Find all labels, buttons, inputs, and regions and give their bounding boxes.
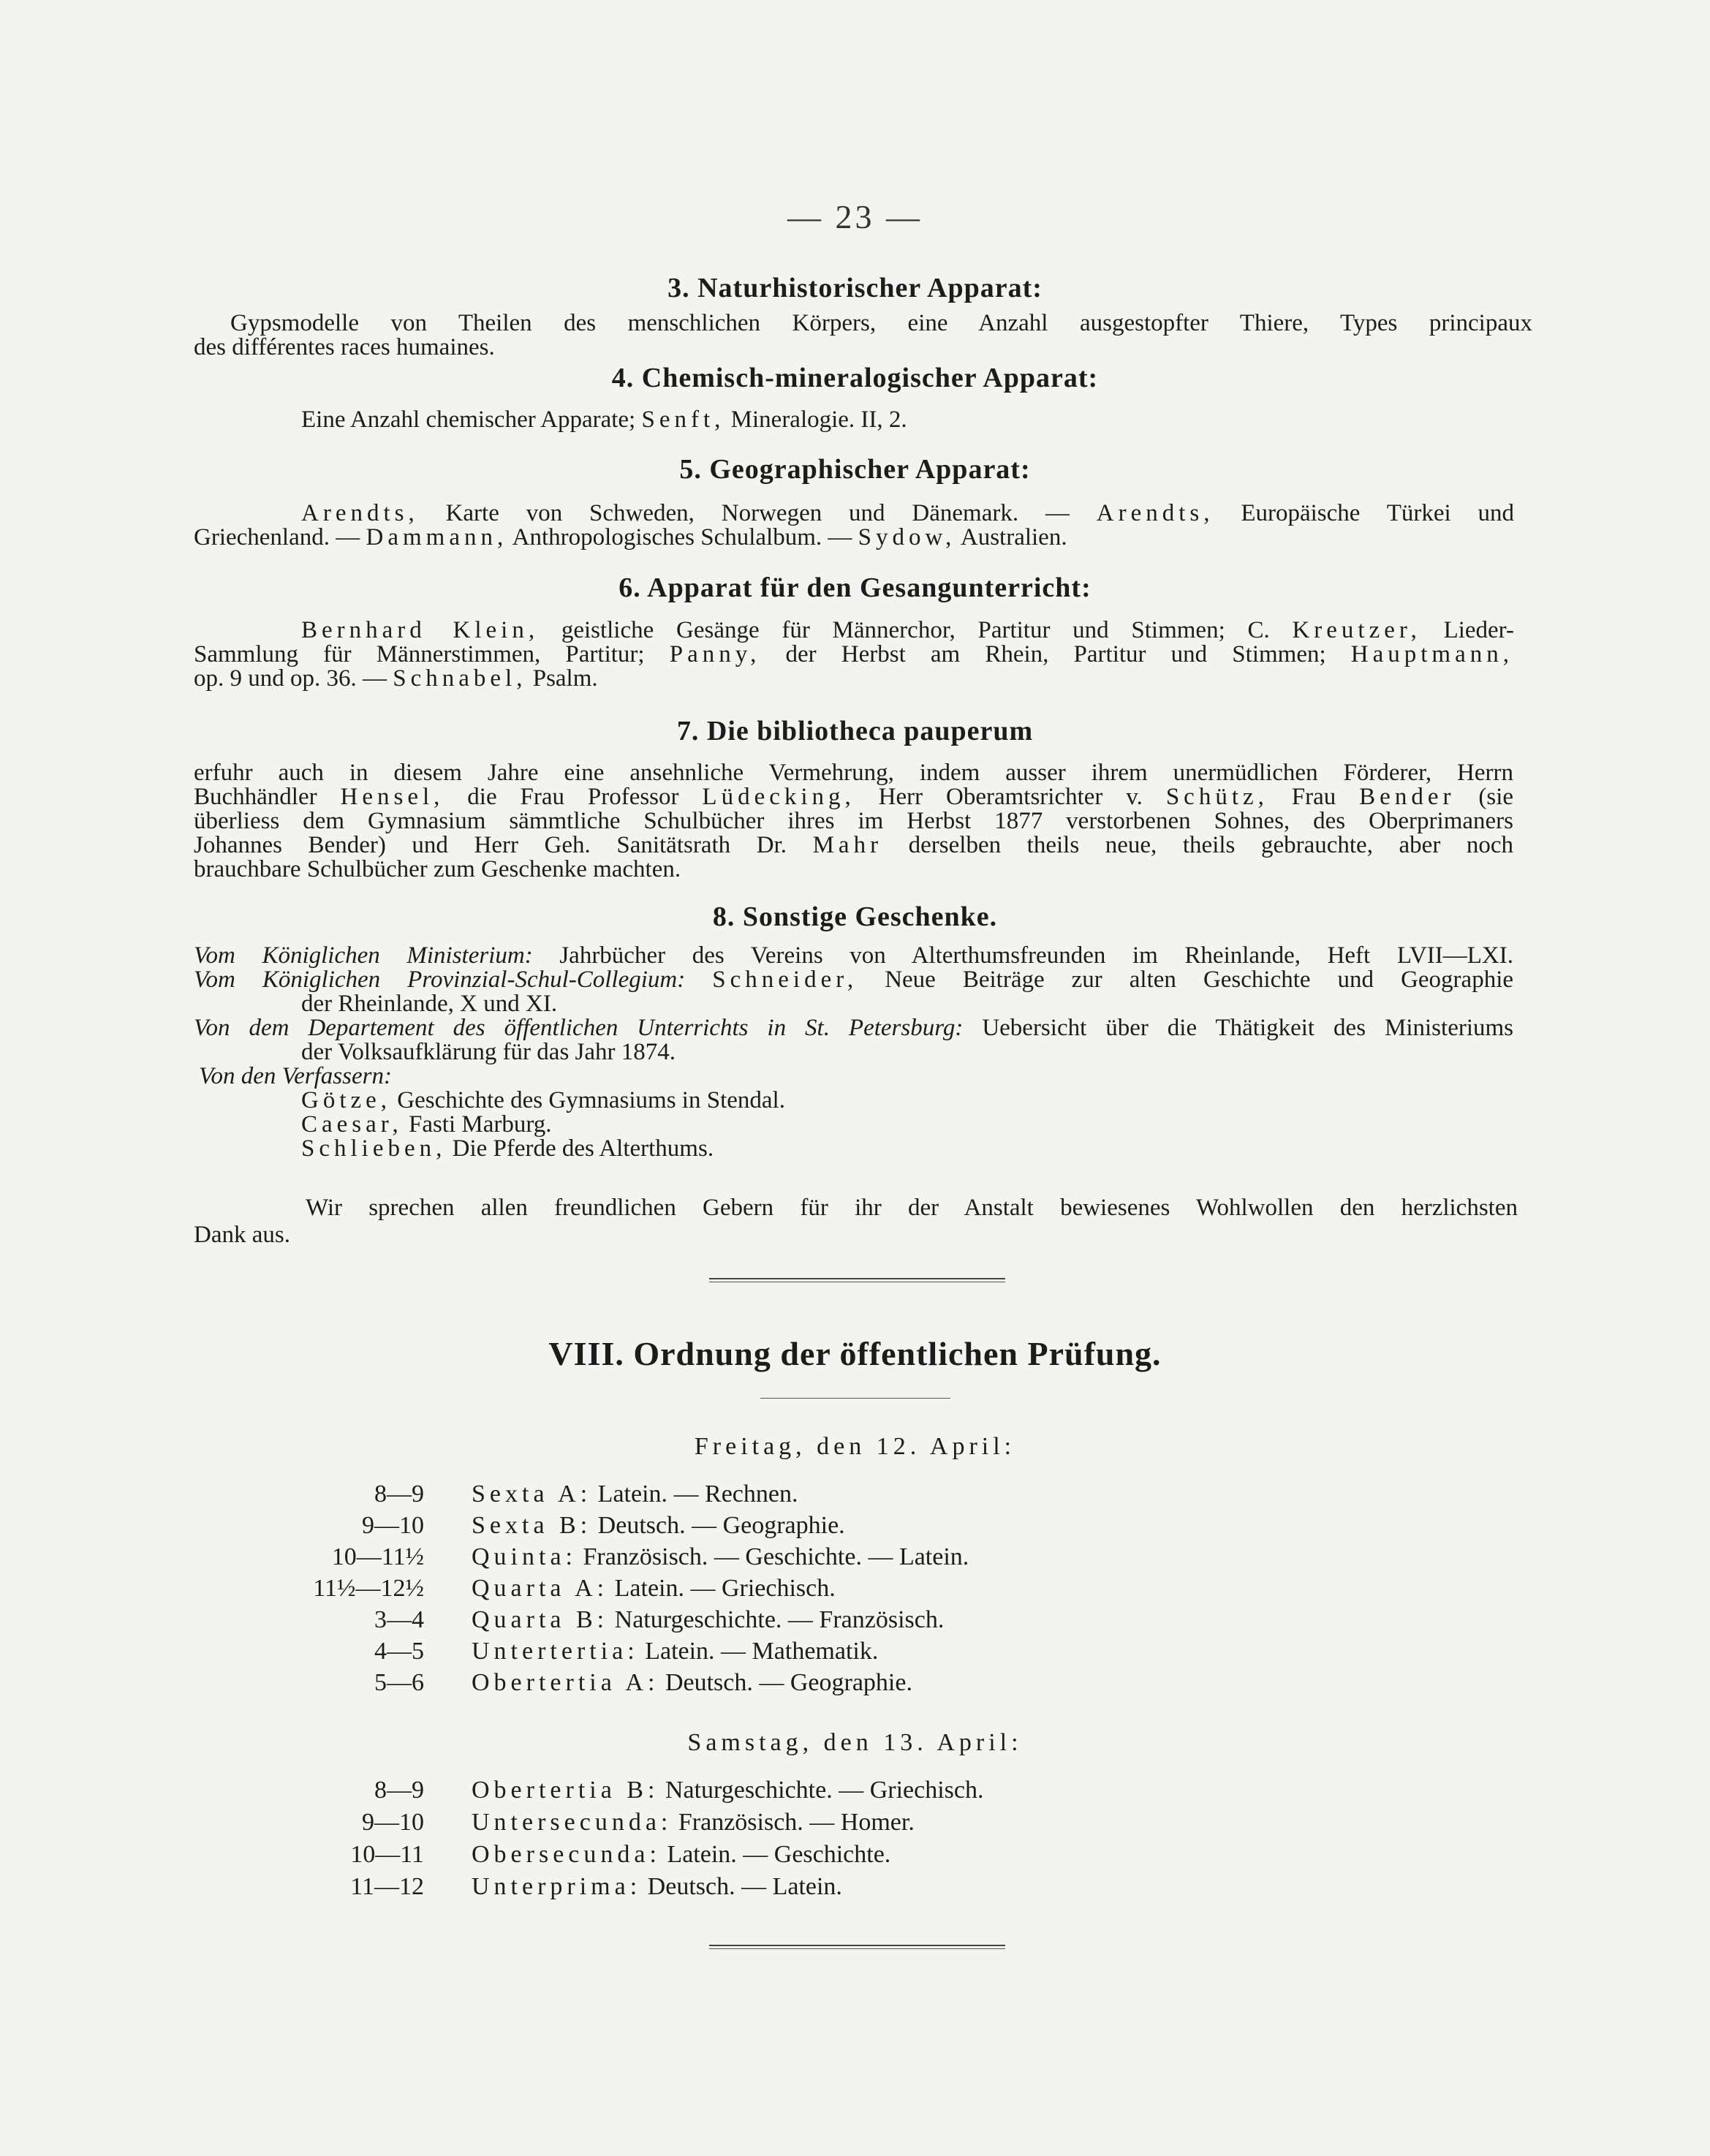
time-slot: 4—5	[374, 1638, 424, 1665]
time-slot: 10—11	[350, 1841, 424, 1868]
subjects: Latein. — Geschichte.	[667, 1841, 891, 1868]
author-name: Dammann,	[366, 524, 508, 551]
exam-entry	[472, 1638, 878, 1665]
donor: Von dem Departement des öffentlichen Unterrichts in St. Petersburg:	[194, 1015, 964, 1041]
text-run: Eine Anzahl chemischer Apparate;	[301, 406, 636, 433]
paragraph-line: Gypsmodelle von Theilen des menschlichen Körpers, eine Anzahl ausgestopfter Thiere, Types principaux	[230, 310, 1532, 336]
author-name: Lüdecking,	[702, 784, 855, 810]
author-name: Hauptmann,	[1350, 641, 1513, 667]
exam-entry	[472, 1777, 984, 1804]
thanks-line: Dank aus.	[194, 1222, 290, 1248]
subjects: Latein. — Mathematik.	[645, 1638, 879, 1665]
paragraph-line	[301, 407, 907, 432]
exam-entry	[472, 1873, 842, 1901]
text-run: Sammlung für Männerstimmen, Partitur;	[194, 641, 645, 667]
subjects: Latein. — Griechisch.	[614, 1575, 836, 1602]
text-run: Europäische Türkei und	[1241, 500, 1514, 526]
time-slot: 9—10	[362, 1512, 424, 1539]
subjects: Naturgeschichte. — Griechisch.	[665, 1777, 984, 1804]
exam-entry	[472, 1841, 890, 1869]
paragraph-line	[194, 666, 598, 691]
text-run: Psalm.	[532, 665, 598, 692]
thanks-line: Wir sprechen allen freundlichen Gebern für ihr der Anstalt bewiesenes Wohlwollen den herzlichsten	[306, 1195, 1518, 1221]
gift-line: der Volksaufklärung für das Jahr 1874.	[301, 1039, 676, 1065]
time-slot: 11½—12½	[313, 1575, 424, 1602]
exam-entry	[472, 1480, 798, 1508]
text-run: Fasti Marburg.	[408, 1111, 552, 1138]
text-run: geistliche Gesänge für Männerchor, Partitur und Stimmen; C.	[561, 617, 1270, 643]
author-name: Schneider,	[712, 967, 858, 993]
author-name: Hensel,	[340, 784, 444, 810]
author-name: Arendts,	[301, 500, 419, 526]
exam-title: VIII. Ordnung der öffentlichen Prüfung.	[548, 1335, 1162, 1372]
subjects: Deutsch. — Latein.	[647, 1873, 842, 1900]
text-run: der Herbst am Rhein, Partitur und Stimmen;	[785, 641, 1326, 667]
class-name: Sexta B:	[472, 1512, 592, 1539]
paragraph-line	[301, 501, 1514, 526]
heading-chemisch-mineralogischer-apparat: 4. Chemisch-mineralogischer Apparat:	[611, 363, 1099, 393]
class-name: Untersecunda:	[472, 1809, 673, 1836]
paragraph-line	[194, 784, 1513, 809]
class-name: Quarta B:	[472, 1606, 609, 1633]
subjects: Latein. — Rechnen.	[597, 1480, 798, 1508]
paragraph-line	[194, 525, 1067, 550]
author-name: Kreutzer,	[1292, 617, 1421, 643]
subjects: Deutsch. — Geographie.	[597, 1512, 845, 1539]
page-number: — 23 —	[787, 198, 923, 235]
text-run: Australien.	[960, 524, 1067, 551]
text-run: Die Pferde des Alterthums.	[452, 1135, 714, 1162]
text-run: op. 9 und op. 36. —	[194, 665, 387, 692]
text-run: die Frau Professor	[467, 784, 679, 810]
class-name: Quarta A:	[472, 1575, 609, 1602]
day-heading: Samstag, den 13. April:	[687, 1729, 1023, 1756]
paragraph-line: erfuhr auch in diesem Jahre eine ansehnliche Vermehrung, indem ausser ihrem unermüdlichen Förderer, Herrn	[194, 760, 1513, 786]
paragraph-line	[301, 618, 1514, 643]
author-name: Bernhard Klein,	[301, 617, 540, 643]
text-run: (sie	[1478, 784, 1514, 810]
subjects: Naturgeschichte. — Französisch.	[614, 1606, 945, 1633]
gift-line	[301, 1112, 552, 1137]
time-slot: 10—11½	[331, 1543, 424, 1570]
time-slot: 3—4	[374, 1606, 424, 1633]
exam-entry	[472, 1512, 845, 1540]
heading-naturhistorischer-apparat: 3. Naturhistorischer Apparat:	[667, 273, 1043, 303]
text-run: derselben theils neue, theils gebrauchte, aber noch	[908, 832, 1514, 858]
divider	[760, 1398, 950, 1399]
time-slot: 8—9	[374, 1480, 424, 1508]
exam-entry	[472, 1606, 944, 1634]
paragraph-line: brauchbare Schulbücher zum Geschenke machten.	[194, 856, 681, 882]
subjects: Deutsch. — Geographie.	[665, 1669, 912, 1696]
heading-gesangunterricht: 6. Apparat für den Gesangunterricht:	[618, 572, 1092, 603]
text-run: Griechenland. —	[194, 524, 360, 551]
text-run: Frau	[1291, 784, 1336, 810]
text-run: Jahrbücher des Vereins von Alterthumsfreunden im Rheinlande, Heft LVII—LXI.	[559, 942, 1513, 969]
divider	[709, 1278, 1005, 1279]
author-name: Götze,	[301, 1087, 392, 1113]
heading-geographischer-apparat: 5. Geographischer Apparat:	[679, 454, 1031, 485]
gift-line	[301, 1136, 714, 1161]
time-slot: 8—9	[374, 1777, 424, 1804]
donor: Von den Verfassern:	[199, 1063, 392, 1089]
time-slot: 11—12	[350, 1873, 424, 1900]
text-run: Johannes Bender) und Herr Geh. Sanitätsrath Dr.	[194, 832, 787, 858]
subjects: Französisch. — Geschichte. — Latein.	[583, 1543, 969, 1570]
heading-bibliotheca-pauperum: 7. Die bibliotheca pauperum	[676, 716, 1034, 746]
time-slot: 5—6	[374, 1669, 424, 1696]
paragraph-line	[194, 833, 1513, 858]
author-name: Arendts,	[1096, 500, 1214, 526]
class-name: Unterprima:	[472, 1873, 642, 1900]
class-name: Obersecunda:	[472, 1841, 661, 1868]
paragraph-line	[194, 642, 1513, 667]
class-name: Quinta:	[472, 1543, 577, 1570]
class-name: Sexta A:	[472, 1480, 592, 1508]
donor: Vom Königlichen Provinzial-Schul-Collegium:	[194, 967, 686, 993]
class-name: Obertertia B:	[472, 1777, 659, 1804]
class-name: Untertertia:	[472, 1638, 639, 1665]
donor: Vom Königlichen Ministerium:	[194, 942, 533, 969]
author-name: Bender	[1359, 784, 1456, 810]
exam-entry	[472, 1575, 836, 1603]
author-name: Panny,	[669, 641, 761, 667]
author-name: Senft,	[641, 406, 725, 433]
text-run: Uebersicht über die Thätigkeit des Ministeriums	[982, 1015, 1514, 1041]
text-run: Neue Beiträge zur alten Geschichte und Geographie	[885, 967, 1514, 993]
author-name: Sydow,	[858, 524, 956, 551]
text-run: Lieder-	[1443, 617, 1515, 643]
gift-line	[194, 1015, 1513, 1040]
exam-entry	[472, 1669, 912, 1697]
exam-entry	[472, 1543, 969, 1571]
time-slot: 9—10	[362, 1809, 424, 1836]
author-name: Schütz,	[1165, 784, 1268, 810]
text-run: Karte von Schweden, Norwegen und Dänemark. —	[445, 500, 1070, 526]
paragraph-line: des différentes races humaines.	[194, 334, 495, 360]
gift-line: der Rheinlande, X und XI.	[301, 991, 558, 1017]
text-run: Herr Oberamtsrichter v.	[878, 784, 1143, 810]
author-name: Mahr	[812, 832, 883, 858]
day-heading: Freitag, den 12. April:	[694, 1433, 1016, 1460]
divider	[709, 1948, 1005, 1949]
divider	[709, 1945, 1005, 1946]
class-name: Obertertia A:	[472, 1669, 659, 1696]
author-name: Schnabel,	[393, 665, 527, 692]
subjects: Französisch. — Homer.	[678, 1809, 915, 1836]
text-run: Anthropologisches Schulalbum. —	[512, 524, 852, 551]
author-name: Caesar,	[301, 1111, 403, 1138]
gift-line	[301, 1088, 785, 1113]
text-run: Mineralogie. II, 2.	[730, 406, 907, 433]
gift-line	[194, 943, 1513, 968]
text-run: Buchhändler	[194, 784, 317, 810]
paragraph-line: überliess dem Gymnasium sämmtliche Schulbücher ihres im Herbst 1877 verstorbenen Sohnes, des Oberprimaners	[194, 808, 1513, 834]
author-name: Schlieben,	[301, 1135, 447, 1162]
text-run: Geschichte des Gymnasiums in Stendal.	[397, 1087, 785, 1113]
heading-sonstige-geschenke: 8. Sonstige Geschenke.	[712, 901, 998, 932]
gift-line	[194, 967, 1513, 992]
exam-entry	[472, 1809, 915, 1837]
